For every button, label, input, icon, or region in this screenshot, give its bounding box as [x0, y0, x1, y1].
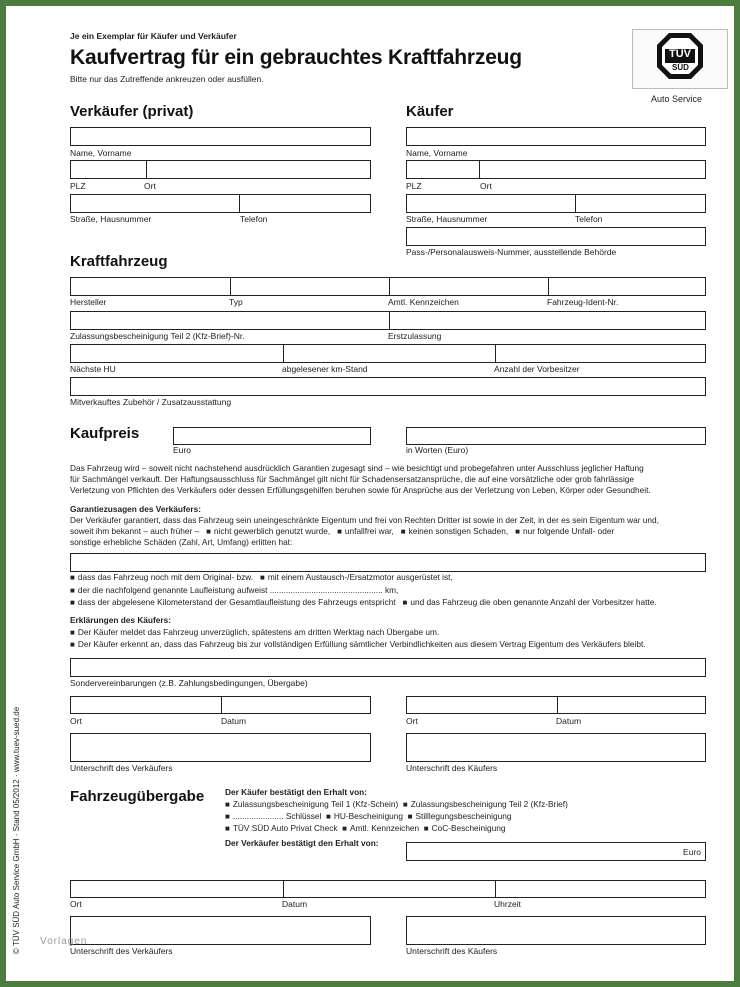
- buyer-sign-datum-label: Datum: [556, 716, 582, 726]
- logo-line1: TÜV: [669, 48, 691, 60]
- type-label: Typ: [229, 297, 243, 307]
- checkbox-replacement-engine[interactable]: [260, 572, 268, 582]
- seller-heading: Verkäufer (privat): [70, 103, 194, 120]
- guarantee-check-2: [70, 585, 398, 596]
- checkbox-accident-free[interactable]: [337, 526, 345, 536]
- price-euro-label: Euro: [173, 445, 191, 455]
- vehicle-heading: Kraftfahrzeug: [70, 253, 168, 270]
- checkbox-register[interactable]: [70, 627, 78, 637]
- checkbox-following-damage[interactable]: [515, 526, 523, 536]
- field-divider: [479, 161, 480, 178]
- buyer-signature-field[interactable]: [406, 733, 706, 762]
- handover-ort-label: Ort: [70, 899, 82, 909]
- guarantee-line-2-text: soweit ihm bekannt – auch früher –: [70, 526, 200, 536]
- accessories-field[interactable]: [70, 377, 706, 396]
- handover-buyer-signature-field[interactable]: [406, 916, 706, 945]
- handover-amount-field[interactable]: [406, 842, 706, 861]
- buyer-ort-label: Ort: [480, 181, 492, 191]
- vehicle-row2-field[interactable]: [70, 311, 706, 330]
- buyer-name-field[interactable]: [406, 127, 706, 146]
- guarantee-check-1: [70, 572, 453, 583]
- handover-uhrzeit-label: Uhrzeit: [494, 899, 521, 909]
- instruction-text: Bitte nur das Zutreffende ankreuzen oder ausfüllen.: [70, 74, 264, 84]
- field-divider: [548, 278, 549, 295]
- field-divider: [575, 195, 576, 212]
- field-divider: [389, 278, 390, 295]
- accessories-label: Mitverkauftes Zubehör / Zusatzausstattung: [70, 397, 232, 407]
- checkbox-odometer-correct[interactable]: [70, 597, 78, 607]
- register-label: Der Käufer meldet das Fahrzeug unverzüglich, spätestens am dritten Werktag nach Übergabe um.: [77, 627, 440, 637]
- ownership-reservation-label: Der Käufer erkennt an, dass das Fahrzeug bis zur vollständigen Erfüllung sämtlicher Verbindlichkeiten aus diesem Vertrag Eigentum des Verkäufers bleibt.: [77, 639, 646, 649]
- price-heading: Kaufpreis: [70, 425, 140, 442]
- copy-note: Je ein Exemplar für Käufer und Verkäufer: [70, 31, 237, 41]
- special-agreements-label: Sondervereinbarungen (z.B. Zahlungsbedingungen, Übergabe): [70, 678, 308, 688]
- next-hu-label: Nächste HU: [70, 364, 116, 374]
- seller-street-label: Straße, Hausnummer: [70, 214, 152, 224]
- following-damage-label: nur folgende Unfall- oder: [522, 526, 615, 536]
- declarations-heading: Erklärungen des Käufers:: [70, 615, 171, 625]
- seller-sign-ort-label: Ort: [70, 716, 82, 726]
- vehicle-row3-field[interactable]: [70, 344, 706, 363]
- mileage-label: abgelesener km-Stand: [282, 364, 368, 374]
- handover-euro-label: Euro: [683, 847, 701, 857]
- price-words-label: in Worten (Euro): [406, 445, 469, 455]
- handover-heading: Fahrzeugübergabe: [70, 788, 205, 805]
- checkbox-not-commercial[interactable]: [206, 526, 214, 536]
- prev-owners-label: Anzahl der Vorbesitzer: [494, 364, 580, 374]
- logo-caption: Auto Service: [651, 94, 703, 104]
- buyer-plz-ort-field[interactable]: [406, 160, 706, 179]
- field-divider: [239, 195, 240, 212]
- field-divider: [146, 161, 147, 178]
- previous-owners-label: und das Fahrzeug die oben genannte Anzahl der Vorbesitzer hatte.: [410, 597, 657, 607]
- keys-label: ...................... Schlüssel: [232, 811, 322, 821]
- declaration-line-2: [70, 639, 646, 650]
- field-divider: [221, 697, 222, 713]
- contract-form: [6, 6, 734, 981]
- seller-ort-label: Ort: [144, 181, 156, 191]
- tuev-check-label: TÜV SÜD Auto Privat Check: [232, 823, 338, 833]
- special-agreements-field[interactable]: [70, 658, 706, 677]
- handover-buyer-signature-label: Unterschrift des Käufers: [406, 946, 498, 956]
- damage-description-field[interactable]: [70, 553, 706, 572]
- accident-free-label: unfallfrei war,: [344, 526, 394, 536]
- seller-name-field[interactable]: [70, 127, 371, 146]
- buyer-name-label: Name, Vorname: [406, 148, 468, 158]
- seller-plz-ort-field[interactable]: [70, 160, 371, 179]
- declaration-line-1: [70, 627, 439, 638]
- buyer-sign-ort-label: Ort: [406, 716, 418, 726]
- disclaimer-line-3: Verletzung von Pflichten des Verkäufers oder dessen Erfüllungsgehilfen beruhen sowie für Ansprüche aus der Verletzung von Leben, Körper oder Gesundheit.: [70, 485, 651, 495]
- vin-label: Fahrzeug-Ident-Nr.: [547, 297, 619, 307]
- buyer-ort-datum-field[interactable]: [406, 696, 706, 714]
- field-divider: [389, 312, 390, 329]
- buyer-id-field[interactable]: [406, 227, 706, 246]
- guarantees-heading: Garantiezusagen des Verkäufers:: [70, 504, 201, 514]
- seller-sign-datum-label: Datum: [221, 716, 247, 726]
- page-title: Kaufvertrag für ein gebrauchtes Kraftfahrzeug: [70, 46, 522, 69]
- handover-seller-signature-label: Unterschrift des Verkäufers: [70, 946, 173, 956]
- buyer-heading: Käufer: [406, 103, 454, 120]
- checkbox-reg-part1[interactable]: [225, 799, 233, 809]
- odometer-correct-label: dass der abgelesene Kilometerstand der Gesamtlaufleistung des Fahrzeugs entspricht: [77, 597, 396, 607]
- checkbox-mileage[interactable]: [70, 585, 78, 595]
- guarantee-line-2: [70, 526, 614, 537]
- checkbox-deregistration[interactable]: [408, 811, 416, 821]
- checkbox-reg-part2[interactable]: [403, 799, 411, 809]
- plates-label: Amtl. Kennzeichen: [349, 823, 420, 833]
- price-words-field[interactable]: [406, 427, 706, 445]
- price-euro-field[interactable]: [173, 427, 371, 445]
- field-divider: [557, 697, 558, 713]
- seller-street-phone-field[interactable]: [70, 194, 371, 213]
- mileage-guarantee-label: der die nachfolgend genannte Laufleistung aufweist ................................................. km,: [77, 585, 399, 595]
- seller-ort-datum-field[interactable]: [70, 696, 371, 714]
- buyer-signature-label: Unterschrift des Käufers: [406, 763, 498, 773]
- field-divider: [283, 345, 284, 362]
- reg-part2-label: Zulassungsbescheinigung Teil 2 (Kfz-Brief): [410, 799, 568, 809]
- checkbox-tuev-check[interactable]: [225, 823, 233, 833]
- buyer-street-phone-field[interactable]: [406, 194, 706, 213]
- handover-datum-label: Datum: [282, 899, 308, 909]
- reg-part1-label: Zulassungsbescheinigung Teil 1 (Kfz-Schein): [232, 799, 399, 809]
- checkbox-coc[interactable]: [424, 823, 432, 833]
- handover-ort-datum-zeit-field[interactable]: [70, 880, 706, 898]
- checkbox-keys[interactable]: [225, 811, 233, 821]
- field-divider: [495, 345, 496, 362]
- deregistration-label: Stilllegungsbescheinigung: [415, 811, 512, 821]
- registration-label: Zulassungsbescheinigung Teil 2 (Kfz-Brief)-Nr.: [70, 331, 245, 341]
- disclaimer-line-1: Das Fahrzeug wird – soweit nicht nachstehend ausdrücklich Garantien zugesagt sind – wie besichtigt und probegefahren unter Ausschluss jeglicher Haftung: [70, 463, 644, 473]
- guarantee-line-3: sonstige erhebliche Schäden (Zahl, Art, Umfang) erlitten hat:: [70, 537, 293, 547]
- checkbox-plates[interactable]: [342, 823, 350, 833]
- seller-name-label: Name, Vorname: [70, 148, 132, 158]
- seller-confirms-heading: Der Verkäufer bestätigt den Erhalt von:: [225, 838, 379, 848]
- seller-phone-label: Telefon: [240, 214, 268, 224]
- checkbox-hu-certificate[interactable]: [326, 811, 334, 821]
- plate-label: Amtl. Kennzeichen: [388, 297, 459, 307]
- buyer-phone-label: Telefon: [575, 214, 603, 224]
- handover-line-1: [225, 799, 568, 810]
- field-divider: [495, 881, 496, 897]
- tuev-logo: [632, 29, 728, 89]
- no-damage-label: keinen sonstigen Schaden,: [408, 526, 509, 536]
- seller-signature-field[interactable]: [70, 733, 371, 762]
- buyer-confirms-heading: Der Käufer bestätigt den Erhalt von:: [225, 787, 367, 797]
- buyer-id-label: Pass-/Personalausweis-Nummer, ausstellende Behörde: [406, 247, 617, 257]
- logo-line2: SÜD: [672, 63, 689, 72]
- seller-signature-label: Unterschrift des Verkäufers: [70, 763, 173, 773]
- handover-line-3: [225, 823, 505, 834]
- checkbox-ownership-reservation[interactable]: [70, 639, 78, 649]
- watermark: Vorlagen: [40, 936, 88, 947]
- vehicle-row1-field[interactable]: [70, 277, 706, 296]
- manufacturer-label: Hersteller: [70, 297, 107, 307]
- handover-line-2: [225, 811, 511, 822]
- buyer-plz-label: PLZ: [406, 181, 422, 191]
- disclaimer-line-2: für Sachmängel verkauft. Der Haftungsausschluss für Sachmängel gilt nicht für Schadensersatzansprüche, die auf eine vorsätzliche oder grob fahrlässige: [70, 474, 635, 484]
- side-copyright-text: © TÜV SÜD Auto Service GmbH · Stand 05/2012 · www.tuev-sued.de: [12, 706, 21, 954]
- checkbox-no-damage[interactable]: [401, 526, 409, 536]
- field-divider: [230, 278, 231, 295]
- hu-certificate-label: HU-Bescheinigung: [333, 811, 404, 821]
- coc-label: CoC-Bescheinigung: [431, 823, 506, 833]
- guarantee-check-3: [70, 597, 657, 608]
- not-commercial-label: nicht gewerblich genutzt wurde,: [213, 526, 331, 536]
- guarantee-line-1: Der Verkäufer garantiert, dass das Fahrzeug sein uneingeschränkte Eigentum und frei von Rechten Dritter ist sowie in der Zeit, in der es sein Eigentum war und,: [70, 515, 659, 525]
- handover-seller-signature-field[interactable]: [70, 916, 371, 945]
- seller-plz-label: PLZ: [70, 181, 86, 191]
- replacement-engine-label: mit einem Austausch-/Ersatzmotor ausgerüstet ist,: [267, 572, 453, 582]
- field-divider: [283, 881, 284, 897]
- first-registration-label: Erstzulassung: [388, 331, 442, 341]
- original-engine-label: dass das Fahrzeug noch mit dem Original- bzw.: [77, 572, 254, 582]
- buyer-street-label: Straße, Hausnummer: [406, 214, 488, 224]
- checkbox-original-engine[interactable]: [70, 572, 78, 582]
